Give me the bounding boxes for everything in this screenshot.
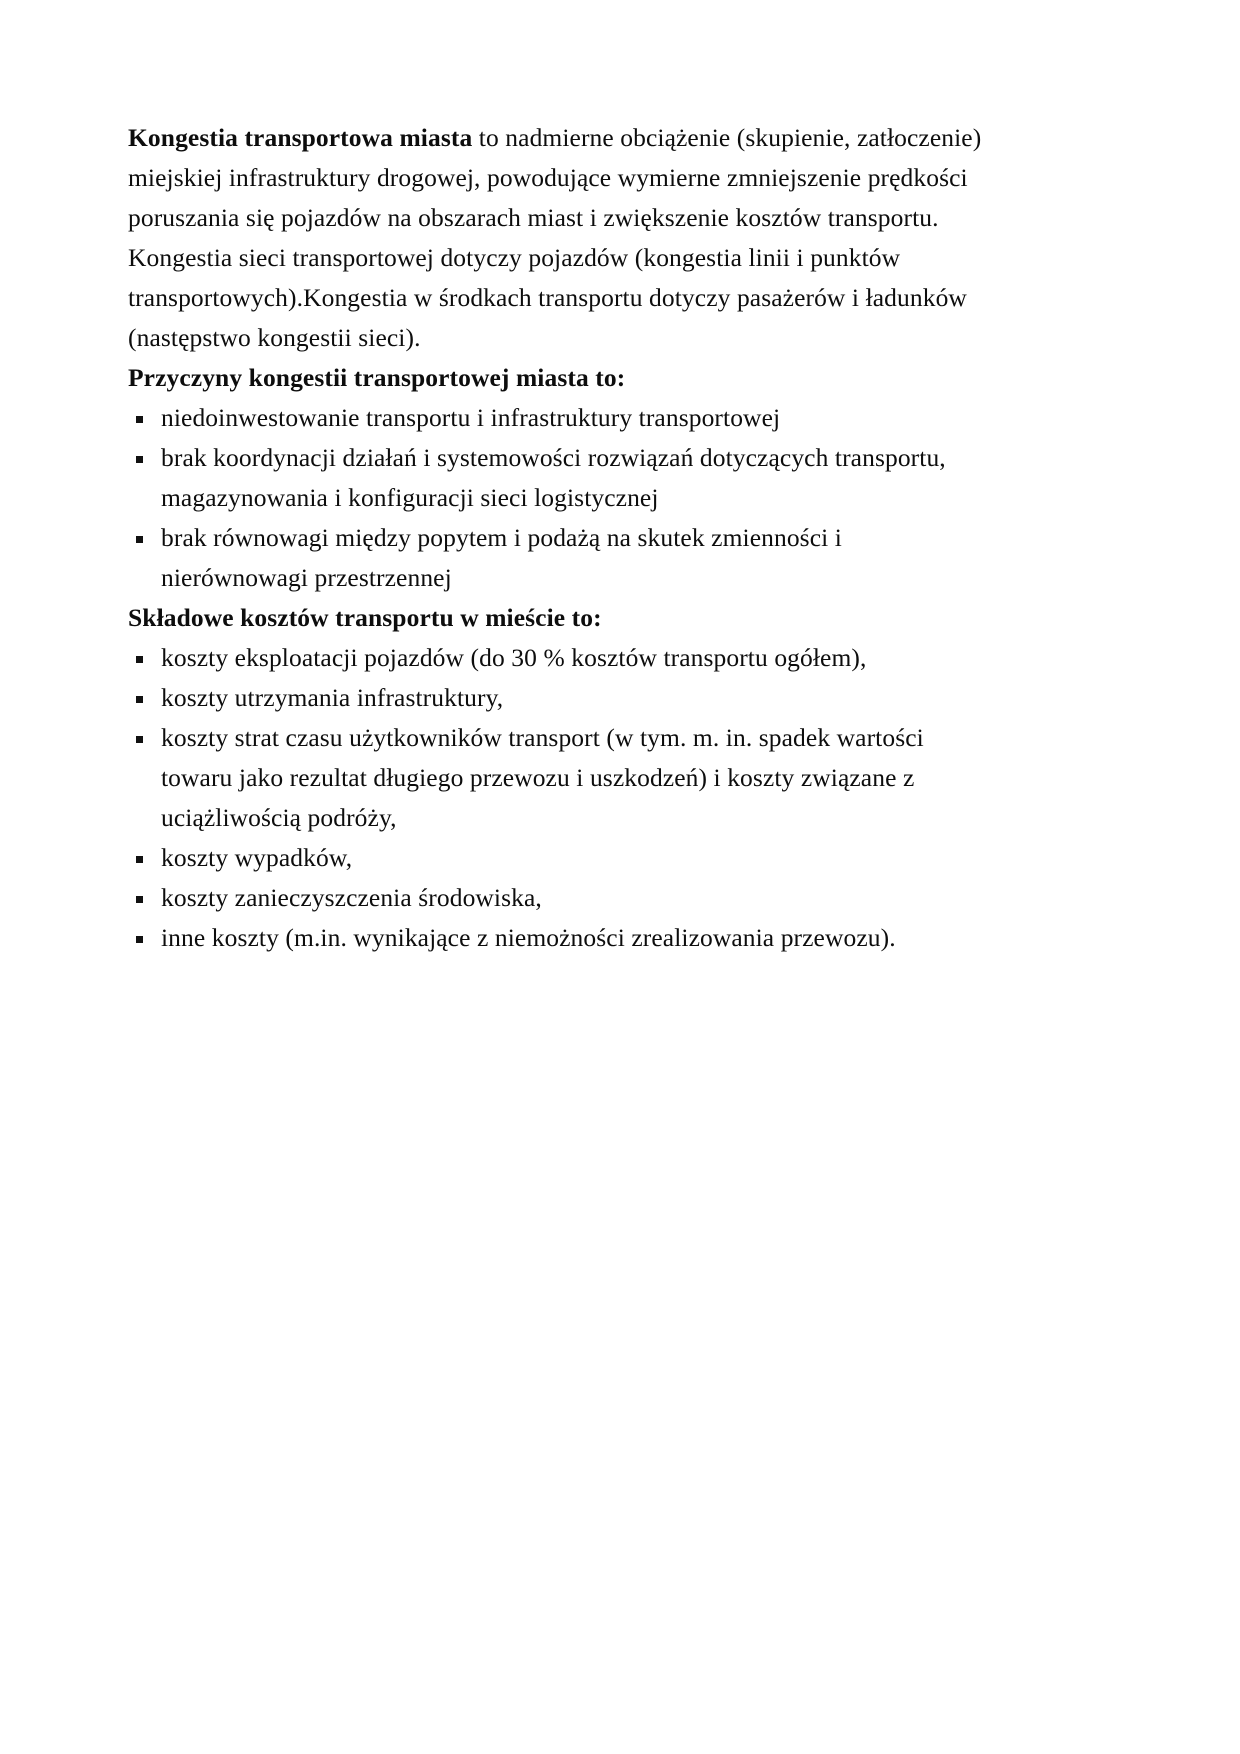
list-item: brak równowagi między popytem i podażą na skutek zmienności i nierównowagi przestrzennej: [128, 518, 988, 598]
causes-heading-bold: Przyczyny kongestii transportowej miasta: [128, 363, 589, 392]
list-item: brak koordynacji działań i systemowości rozwiązań dotyczących transportu, magazynowania i konfiguracji sieci logistycznej: [128, 438, 988, 518]
costs-list: [128, 638, 988, 958]
document-body: [128, 118, 988, 958]
list-item: koszty wypadków,: [128, 838, 988, 878]
intro-term: Kongestia transportowa miasta: [128, 123, 473, 152]
list-item: koszty utrzymania infrastruktury,: [128, 678, 988, 718]
list-item: koszty strat czasu użytkowników transport (w tym. m. in. spadek wartości towaru jako rezultat długiego przewozu i uszkodzeń) i koszty związane z uciążliwością podróży,: [128, 718, 988, 838]
list-item: koszty eksploatacji pojazdów (do 30 % kosztów transportu ogółem),: [128, 638, 988, 678]
causes-list: [128, 398, 988, 598]
list-item: koszty zanieczyszczenia środowiska,: [128, 878, 988, 918]
intro-paragraph: [128, 118, 988, 358]
costs-heading-bold: Składowe kosztów transportu w mieście: [128, 603, 566, 632]
list-item: niedoinwestowanie transportu i infrastruktury transportowej: [128, 398, 988, 438]
causes-heading-tail: to:: [588, 363, 626, 392]
list-item: inne koszty (m.in. wynikające z niemożności zrealizowania przewozu).: [128, 918, 988, 958]
intro-text: to nadmierne obciążenie (skupienie, zatłoczenie) miejskiej infrastruktury drogowej, powodujące wymierne zmniejszenie prędkości poruszania się pojazdów na obszarach miast i zwiększenie kosztów transportu. Kongestia sieci transportowej dotyczy pojazdów (kongestia linii i punktów transportowych).Kongestia w środkach transportu dotyczy pasażerów i ładunków (następstwo kongestii sieci).: [128, 123, 982, 352]
causes-heading: [128, 358, 988, 398]
costs-heading-tail: to:: [565, 603, 602, 632]
costs-heading: [128, 598, 988, 638]
